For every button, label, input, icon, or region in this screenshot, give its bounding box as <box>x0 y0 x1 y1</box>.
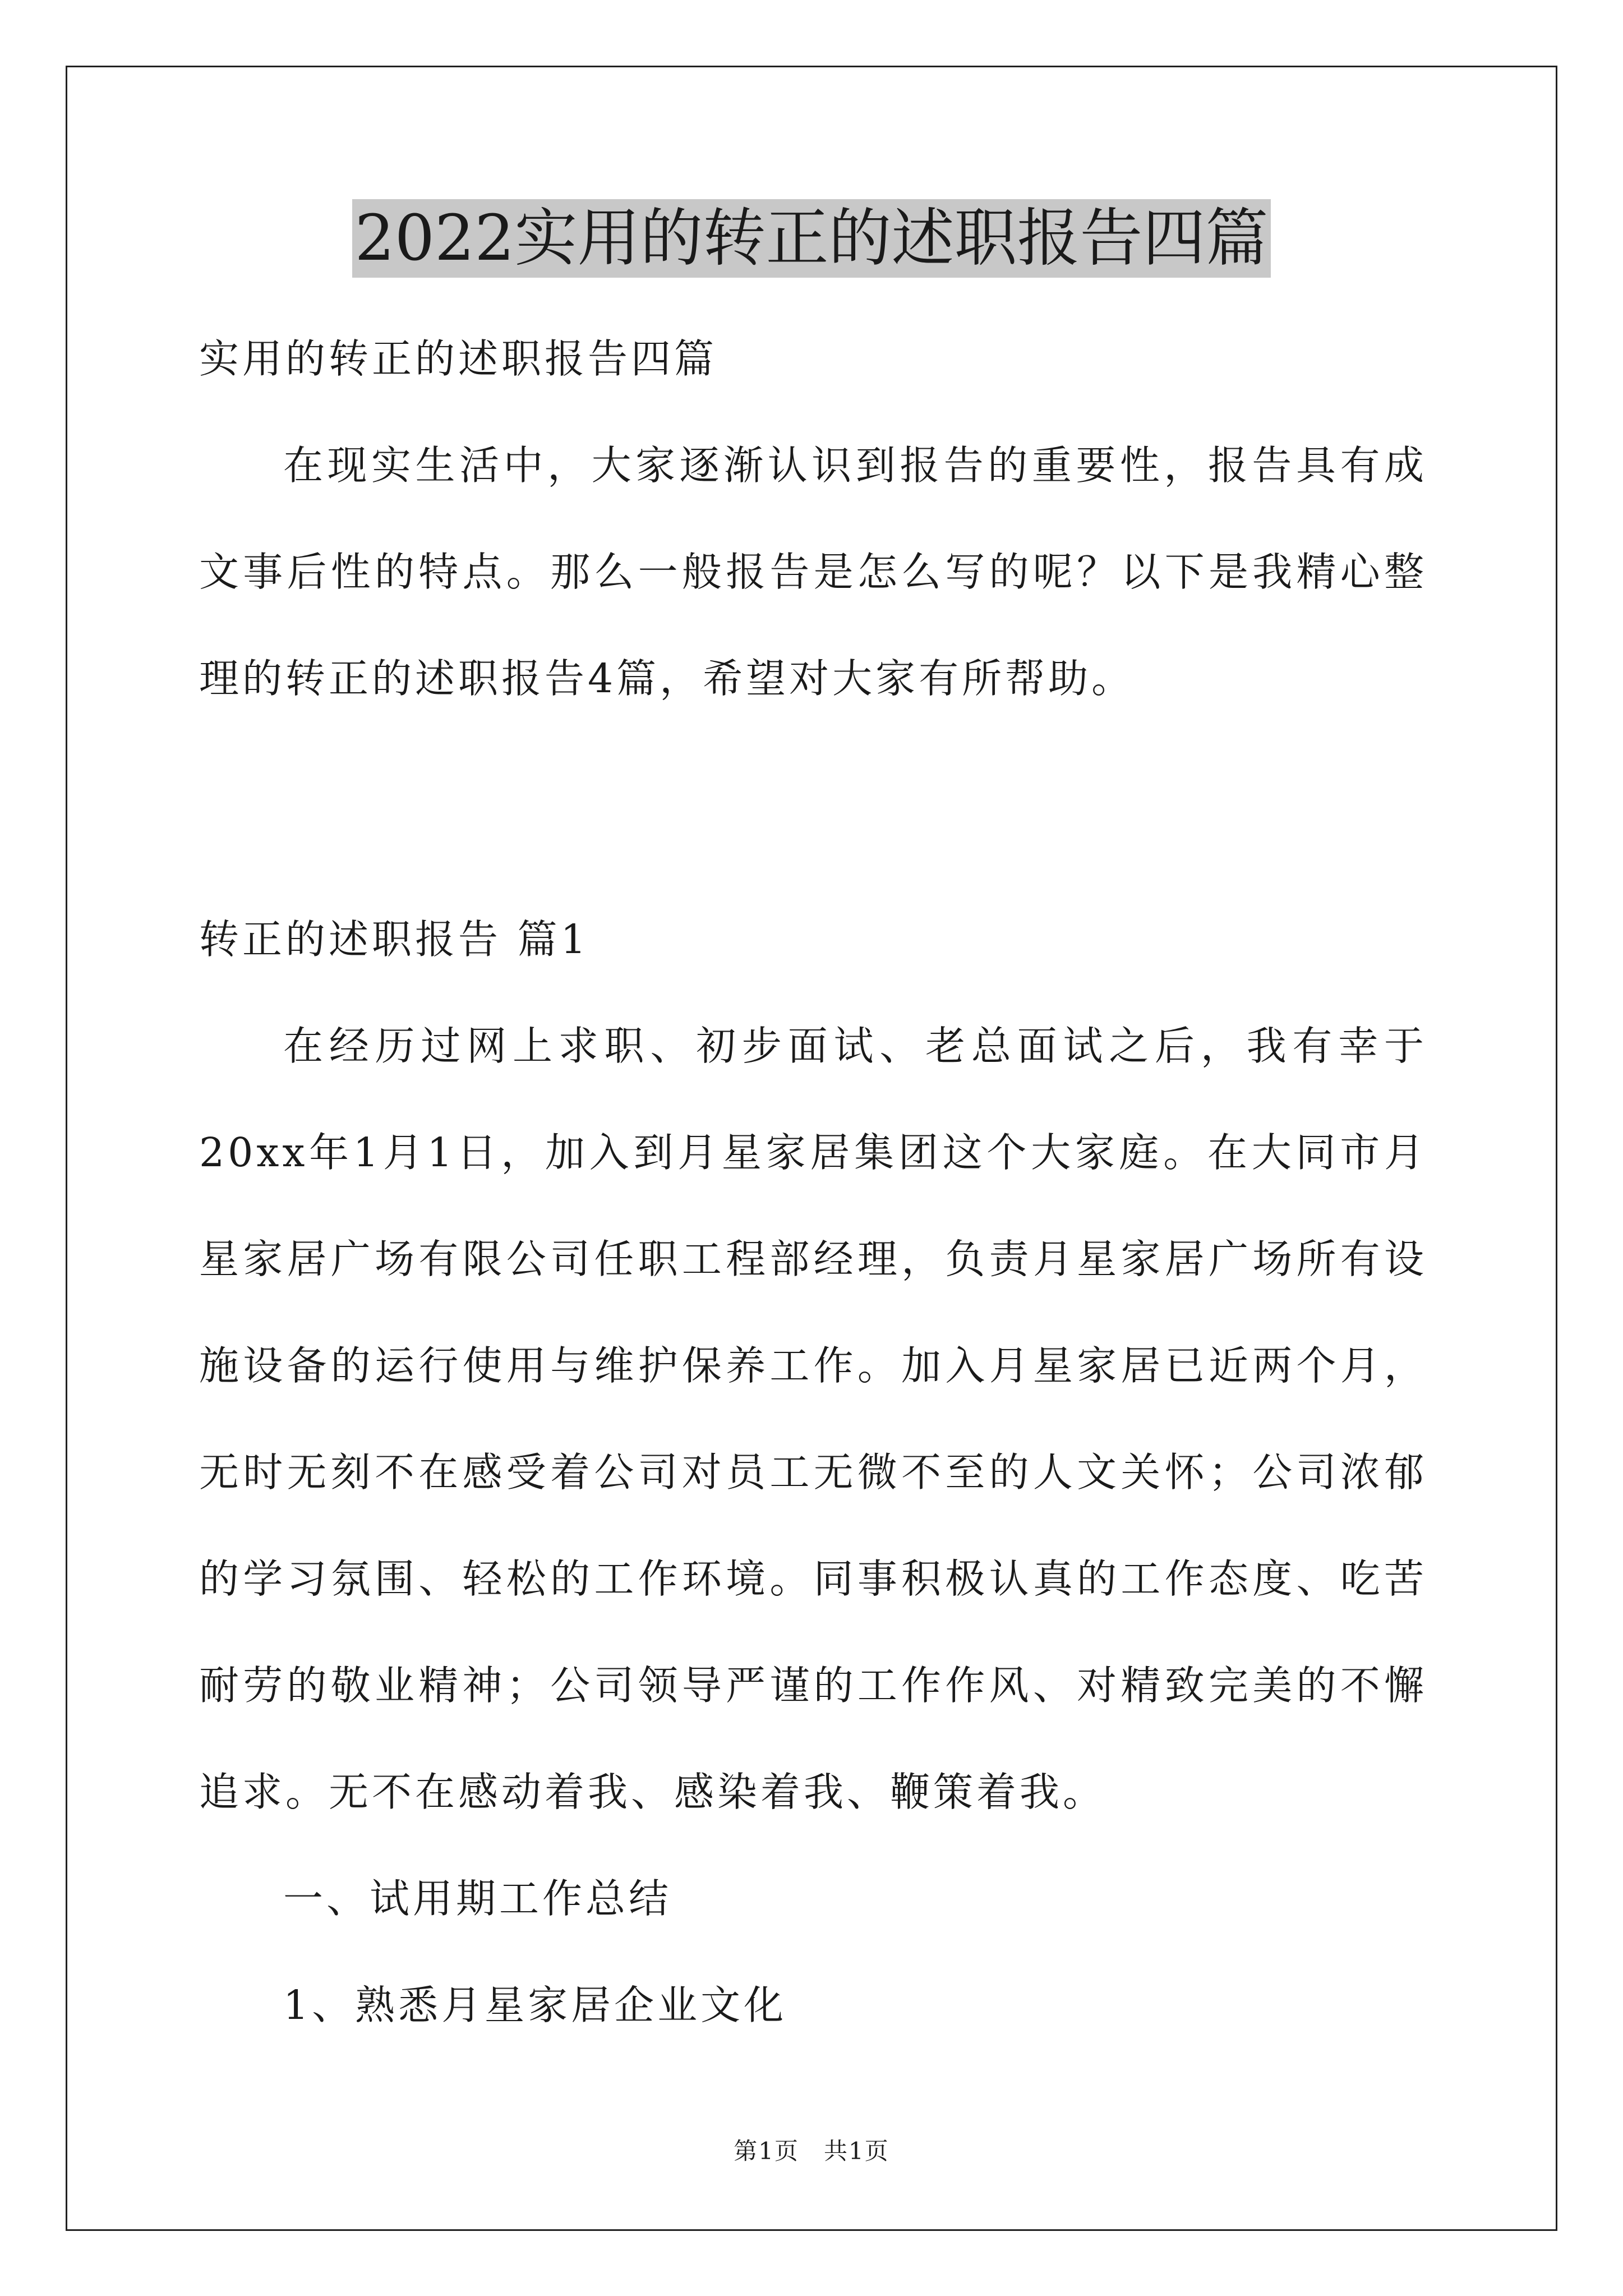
title-container <box>0 199 1623 278</box>
intro-paragraph: 在现实生活中，大家逐渐认识到报告的重要性，报告具有成文事后性的特点。那么一般报告是怎么写的呢？以下是我精心整理的转正的述职报告4篇，希望对大家有所帮助。 <box>199 442 1427 702</box>
page-footer: 第1页 共1页 <box>734 2137 889 2165</box>
outline-heading-1-1: 1、熟悉月星家居企业文化 <box>283 1982 787 2028</box>
document-subtitle: 实用的转正的述职报告四篇 <box>199 335 718 382</box>
subtitle-block <box>199 306 1427 412</box>
body-paragraph: 在经历过网上求职、初步面试、老总面试之后，我有幸于20xx年1月1日，加入到月星家居集团这个大家庭。在大同市月星家居广场有限公司任职工程部经理，负责月星家居广场所有设施设备的运行使用与维护保养工作。加入月星家居已近两个月，无时无刻不在感受着公司对员工无微不至的人文关怀；公司浓郁的学习氛围、轻松的工作环境。同事积极认真的工作态度、吃苦耐劳的敬业精神；公司领导严谨的工作作风、对精致完美的不懈追求。无不在感动着我、感染着我、鞭策着我。 <box>199 1023 1427 1815</box>
section-heading-block <box>199 886 1427 993</box>
document-title: 2022实用的转正的述职报告四篇 <box>352 199 1270 278</box>
section-heading: 转正的述职报告 篇1 <box>199 916 589 963</box>
body-block <box>199 993 1427 2059</box>
outline-heading-1: 一、试用期工作总结 <box>283 1875 672 1922</box>
intro-block <box>199 412 1427 732</box>
